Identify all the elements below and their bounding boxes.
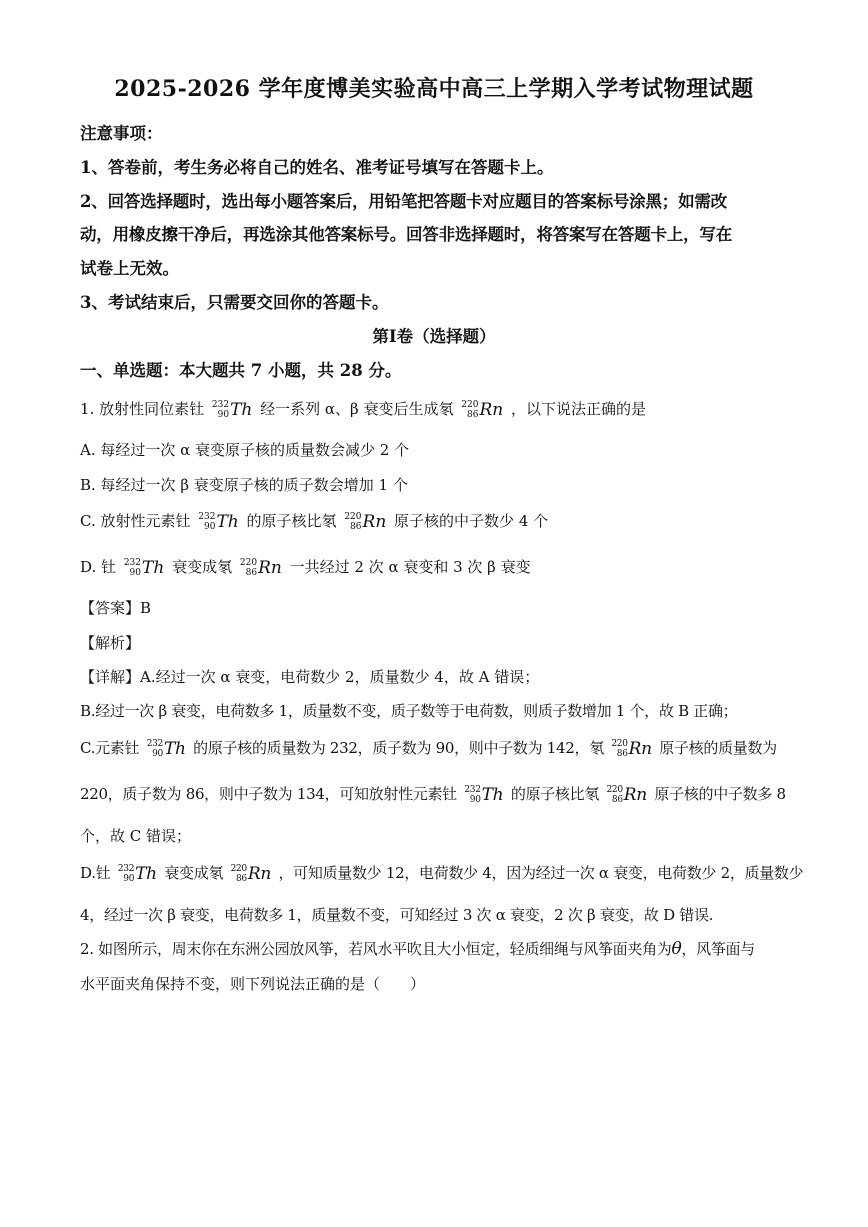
th-atomic: 90: [152, 749, 163, 759]
radon-nuclide: [606, 785, 646, 805]
q2-text-a: 2. 如图所示，周末你在东洲公园放风筝，若风水平吹且大小恒定，轻质细绳与风筝面夹角为: [80, 940, 672, 958]
th-symbol: Th: [230, 400, 253, 420]
notice-item-2-line-3: 试卷上无效。: [80, 259, 179, 278]
rn-symbol: Rn: [247, 864, 272, 884]
q1-detail-c2-text-c: 原子核的中子数多 8: [654, 785, 786, 803]
rn-symbol: Rn: [623, 785, 647, 805]
q1-detail-c-line-3: 个，故 C 错误；: [80, 827, 192, 845]
rn-atomic: 86: [245, 568, 258, 578]
rn-mass: 220: [461, 400, 479, 410]
notice-item-3: 3、考试结束后，只需要交回你的答题卡。: [80, 293, 389, 312]
th-mass: 232: [211, 400, 230, 410]
th-mass: 232: [146, 739, 163, 749]
q1-detail-c2-text-a: 220，质子数为 86，则中子数为 134，可知放射性元素钍: [80, 785, 457, 803]
q2-text-b: ，风筝面与: [681, 940, 755, 958]
q1-option-c-text-c: 原子核的中子数少 4 个: [394, 512, 549, 530]
q1-stem-text-b: 经一系列 α、β 衰变后生成氡: [260, 400, 454, 418]
q1-detail-c2-text-b: 的原子核比氡: [510, 785, 600, 803]
q1-stem-text-c: ，以下说法正确的是: [510, 400, 646, 418]
q1-detail-c1-text-a: C.元素钍: [80, 739, 140, 757]
notice-item-1: 1、答卷前，考生务必将自己的姓名、准考证号填写在答题卡上。: [80, 158, 554, 177]
q1-detail-c1-text-c: 原子核的质量数为: [659, 739, 777, 757]
q1-detail-c-line-2: [80, 783, 786, 805]
notice-heading: 注意事项：: [80, 124, 163, 143]
th-atomic: 90: [129, 568, 141, 578]
q1-detail-c-line-1: [80, 737, 777, 759]
rn-mass: 220: [606, 785, 623, 795]
th-atomic: 90: [217, 410, 230, 420]
q1-option-d-text-a: D. 钍: [80, 558, 117, 576]
rn-symbol: Rn: [362, 512, 387, 532]
exam-title: 2025-2026 学年度博美实验高中高三上学期入学考试物理试题: [114, 76, 754, 102]
rn-symbol: Rn: [479, 400, 504, 420]
rn-symbol: Rn: [628, 739, 652, 759]
rn-atomic: 86: [236, 874, 247, 884]
rn-mass: 220: [611, 739, 628, 749]
thorium-nuclide: [198, 512, 238, 532]
q1-option-b: B. 每经过一次 β 衰变原子核的质子数会增加 1 个: [80, 476, 408, 494]
th-mass: 232: [198, 512, 216, 522]
q1-detail-c1-text-b: 的原子核的质量数为 232，质子数为 90，则中子数为 142，氡: [193, 739, 604, 757]
q2-stem-line-2: 水平面夹角保持不变，则下列说法正确的是（ ）: [80, 975, 426, 993]
rn-mass: 220: [344, 512, 362, 522]
q1-option-c-text-b: 的原子核比氡: [246, 512, 337, 530]
thorium-nuclide: [118, 864, 157, 884]
th-atomic: 90: [204, 522, 216, 532]
th-atomic: 90: [469, 795, 481, 805]
rn-mass: 220: [239, 558, 258, 568]
rn-atomic: 86: [616, 749, 628, 759]
q1-option-d-text-b: 衰变成氡: [172, 558, 233, 576]
q1-detail-d1-text-c: ，可知质量数少 12，电荷数少 4，因为经过一次 α 衰变，电荷数少 2，质量数少: [278, 864, 804, 882]
thorium-nuclide: [464, 785, 503, 805]
theta-symbol: θ: [671, 939, 682, 959]
q1-option-c-text-a: C. 放射性元素钍: [80, 512, 191, 530]
th-symbol: Th: [163, 739, 186, 759]
th-atomic: 90: [123, 874, 135, 884]
notice-item-2-line-2: 动，用橡皮擦干净后，再选涂其他答案标号。回答非选择题时，将答案写在答题卡上，写在: [80, 225, 733, 244]
notice-item-2-line-1: 2、回答选择题时，选出每小题答案后，用铅笔把答题卡对应题目的答案标号涂黑；如需改: [80, 192, 727, 211]
th-symbol: Th: [216, 512, 239, 532]
q1-detail-d-line-2: 4，经过一次 β 衰变，电荷数多 1，质量数不变，可知经过 3 次 α 衰变，2 次 β 衰变，故 D 错误.: [80, 906, 714, 924]
thorium-nuclide: [147, 739, 186, 759]
section-title: 第Ⅰ卷（选择题）: [372, 327, 496, 346]
rn-symbol: Rn: [258, 558, 282, 578]
radon-nuclide: [344, 512, 386, 532]
rn-atomic: 86: [611, 795, 623, 805]
q1-detail-d-line-1: [80, 862, 803, 884]
q1-analysis-label: 【解析】: [80, 634, 141, 652]
thorium-nuclide: [212, 400, 252, 420]
th-symbol: Th: [135, 864, 157, 884]
th-mass: 232: [464, 785, 481, 795]
q1-option-a: A. 每经过一次 α 衰变原子核的质量数会减少 2 个: [80, 441, 410, 459]
q2-stem-line-1: [80, 938, 755, 959]
q1-option-d-text-c: 一共经过 2 次 α 衰变和 3 次 β 衰变: [289, 558, 531, 576]
q1-detail-d1-text-b: 衰变成氡: [164, 864, 224, 882]
q1-stem: [80, 398, 646, 420]
radon-nuclide: [461, 400, 503, 420]
rn-atomic: 86: [350, 522, 362, 532]
rn-mass: 220: [230, 864, 247, 874]
q1-detail-line-2: B.经过一次 β 衰变，电荷数多 1，质量数不变，质子数等于电荷数，则质子数增加 1 个，故 B 正确；: [80, 702, 738, 720]
radon-nuclide: [611, 739, 651, 759]
th-symbol: Th: [142, 558, 165, 578]
q1-detail-d1-text-a: D.钍: [80, 864, 111, 882]
q1-answer: 【答案】B: [80, 599, 152, 617]
th-mass: 232: [123, 558, 141, 568]
rn-atomic: 86: [467, 410, 479, 420]
part-heading: 一、单选题：本大题共 7 小题，共 28 分。: [80, 361, 402, 380]
radon-nuclide: [240, 558, 282, 578]
q1-stem-text-a: 1. 放射性同位素钍: [80, 400, 205, 418]
th-symbol: Th: [481, 785, 504, 805]
th-mass: 232: [117, 864, 135, 874]
q1-option-d: [80, 556, 531, 578]
q1-detail-line-1: 【详解】A.经过一次 α 衰变，电荷数少 2，质量数少 4，故 A 错误；: [80, 668, 540, 686]
thorium-nuclide: [124, 558, 164, 578]
q1-option-c: [80, 510, 548, 532]
radon-nuclide: [231, 864, 271, 884]
